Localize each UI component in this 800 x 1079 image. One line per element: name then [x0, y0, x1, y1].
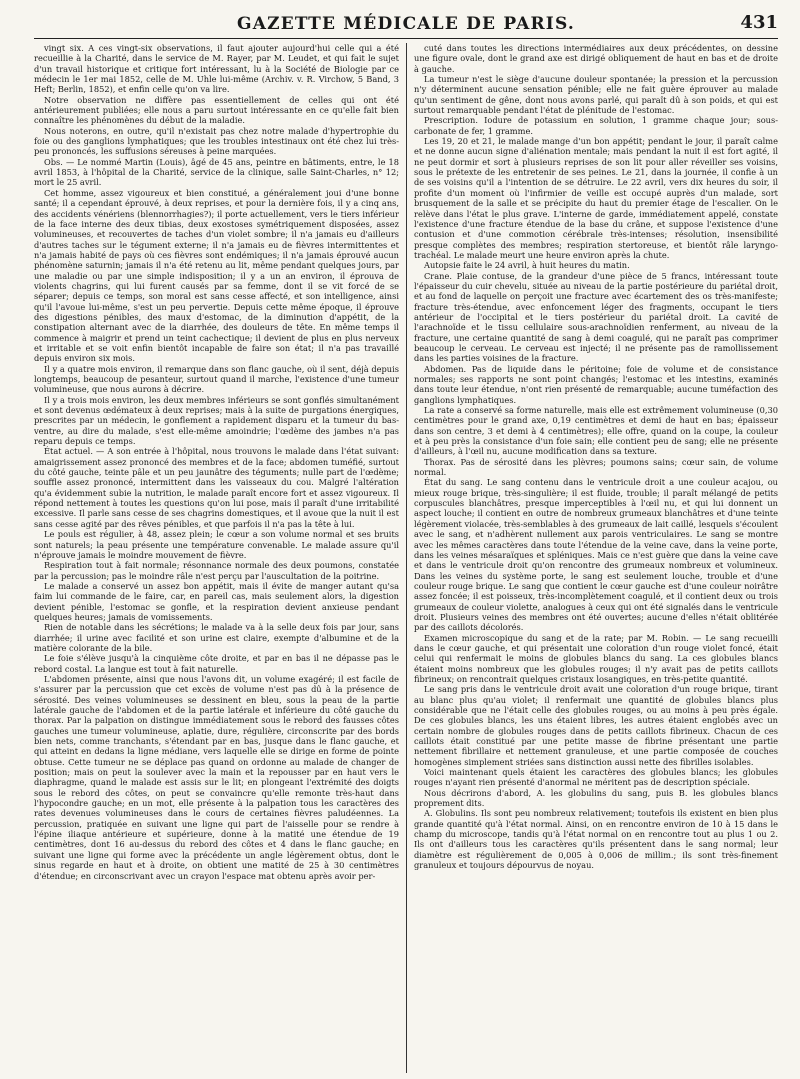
- para-thorax: Thorax. Pas de sérosité dans les plèvres; poumons sains; cœur sain, de volume normal.: [414, 456, 778, 478]
- para-les-19: Les 19, 20 et 21, le malade mange d'un bon appétit; pendant le jour, il paraît calme et ne donne aucun signe d'aliénation mentale; mais pendant la nuit il est fort agité, il ne peut dormir et sort à plusieurs reprises de son lit pour aller réveiller ses voisins, sous le prétexte de les entretenir de ses peines. Le 21, dans la journée, il confie à un de ses voisins qu'il a l'intention de se détruire. Le 22 avril, vers dix heures du soir, il profite d'un moment où l'infirmier de veille est occupé auprès d'un malade, sort brusquement de la salle et se précipite du haut du premier étage de l'escalier. On le relève dans l'état le plus grave. L'interne de garde, immédiatement appelé, constate l'existence d'une fracture étendue de la base du crâne, et suppose l'existence d'une contusion et d'une commotion cérébrale très-intenses; résolution, insensibilité presque complètes des membres; respiration stertoreuse, et bientôt râle laryngo-trachéal. Le malade meurt une heure environ après la chute.: [414, 136, 778, 260]
- para-sang-pris: Le sang pris dans le ventricule droit avait une coloration d'un rouge brique, tirant au blanc plus qu'au violet; il renfermait une quantité de globules blancs plus considérable que ne l'était celle des globules rouges, ou au moins à peu près égale. De ces globules blancs, les uns étaient libres, les autres étaient englobés avec un certain nombre de globules rouges dans de petits caillots fibrineux. Chacun de ces caillots était constitué par une petite masse de fibrine présentant une partie nettement fibrillaire et nettement granuleuse, et une partie composée de couches homogènes simplement striées sans distinction aussi nette des fibrilles isolables.: [414, 684, 778, 767]
- page-header: [34, 8, 778, 39]
- para-pouls: Le pouls est régulier, à 48, assez plein; le cœur a son volume normal et ses bruits sont naturels; la peau présente une température convenable. Le malade assure qu'il n'éprouve jamais le moindre mouvement de fièvre.: [34, 529, 399, 560]
- para-examen: Examen microscopique du sang et de la rate; par M. Robin. — Le sang recueilli dans le cœur gauche, et qui présentait une coloration d'un rouge violet foncé, était celui qui renfermait le moins de globules blancs du sang. La ces globules blancs étaient moins nombreux que les globules rouges; il n'y avait pas de petits caillots fibrineux; on rencontrait quelques cristaux losangiques, en très-petite quantité.: [414, 632, 778, 684]
- para-noterons: Nous noterons, en outre, qu'il n'existait pas chez notre malade d'hypertrophie du foie ou des ganglions lymphatiques; que les troubles intestinaux ont été chez lui très-peu prononcés, les suffusions séreuses à peine marquées.: [34, 125, 399, 157]
- para-tumeur: La tumeur n'est le siège d'aucune douleur spontanée; la pression et la percussion n'y déterminent aucune sensation pénible; elle ne fait guère éprouver au malade qu'un sentiment de gêne, dont nous avons parlé, qui paraît dû à son poids, et qui est surtout remarquable pendant l'état de plénitude de l'estomac.: [414, 74, 778, 116]
- para-abdomen: L'abdomen présente, ainsi que nous l'avons dit, un volume exagéré; il est facile de s'assurer par la percussion que cet excès de volume n'est pas dû à la présence de sérosité. Des veines volumineuses se dessinent en bleu, sous la peau de la partie latérale gauche de l'abdomen et de la partie latérale et inférieure du côté gauche du thorax. Par la palpation on distingue immédiatement sous le rebord des fausses côtes gauches une tumeur volumineuse, aplatie, dure, régulière, circonscrite par des bords bien nets, comme tranchants, s'étendant par en bas, jusque dans le flanc gauche, et qui atteint en dedans la ligne médiane, vers laquelle elle se dirige en forme de pointe obtuse. Cette tumeur ne se déplace pas quand on ordonne au malade de changer de position; mais on peut la soulever avec la main et la repousser par en haut vers le diaphragme, quand le malade est assis sur le lit; en plongeant l'extrémité des doigts sous le rebord des côtes, on peut se convaincre qu'elle remonte très-haut dans l'hypocondre gauche; en un mot, elle présente à la palpation tous les caractères des rates devenues volumineuses dans le cours de certaines fièvres paludéennes. La percussion, pratiquée en suivant une ligne qui part de l'aisselle pour se rendre à l'épine iliaque antérieure et supérieure, donne à la matité une étendue de 19 centimètres, dont 16 au-dessus du rebord des côtes et 4 dans le flanc gauche; en suivant une ligne qui forme avec la précédente un angle légèrement obtus, dont le sinus regarde en haut et à droite, on obtient une matité de 25 à 30 centimètres d'étendue; en circonscrivant avec un crayon l'espace mat obtenu après avoir per-: [34, 673, 399, 881]
- para-trois-mois: Il y a trois mois environ, les deux membres inférieurs se sont gonflés simultanément et sont devenus œdémateux à deux reprises; mais à la suite de purgations énergiques, prescrites par un médecin, le gonflement a rapidement disparu et la tumeur du bas-ventre, au dire du malade, s'est elle-même amoindrie; l'œdème des jambes n'a pas reparu depuis ce temps.: [34, 394, 399, 447]
- para-globulins: A. Globulins. Ils sont peu nombreux relativement; toutefois ils existent en bien plus grande quantité qu'à l'état normal. Ainsi, on en rencontre environ de 10 à 15 dans le champ du microscope, tandis qu'à l'état normal on en rencontre tout au plus 1 ou 2. Ils ont d'ailleurs tous les caractères qu'ils présentent dans le sang normal; leur diamètre est régulièrement de 0,005 à 0,006 de millim.; ils sont très-finement granuleux et toujours dépourvus de noyau.: [414, 808, 778, 871]
- right-column: [406, 43, 778, 1073]
- para-rate: La rate a conservé sa forme naturelle, mais elle est extrêmement volumineuse (0,30 centimètres pour le grand axe, 0,19 centimètres et demi de haut en bas; épaisseur dans son centre, 3 et demi à 4 centimètres); elle offre, quand on la coupe, la couleur et à peu près la consistance d'un foie sain; elle contient peu de sang; elle ne présente d'ailleurs, à l'œil nu, aucune modification dans sa texture.: [414, 405, 778, 457]
- para-etat-du-sang: État du sang. Le sang contenu dans le ventricule droit a une couleur acajou, ou mieux rouge brique, très-singulière; il est fluide, trouble; il paraît mélangé de petits corpuscules blanchâtres, presque imperceptibles à l'œil nu, et qui lui donnent un aspect louche; il contient en outre de nombreux grumeaux blanchâtres et d'une teinte légèrement violacée, très-semblables à des grumeaux de lait caillé, lesquels s'écoulent avec le sang, et n'adhèrent nullement aux parois ventriculaires. Le sang se montre avec les mêmes caractères dans toute l'étendue de la veine cave, dans la veine porte, dans les veines mésaraïques et spléniques. Mais ce n'est guère que dans la veine cave et dans le ventricule droit qu'on rencontre des grumeaux nombreux et volumineux. Dans les veines du système porte, le sang est seulement louche, trouble et d'une couleur rouge brique. Le sang que contient le cœur gauche est d'une couleur noirâtre assez foncée; il est poisseux, très-incomplètement coagulé, et il contient deux ou trois grumeaux de couleur violette, analogues à ceux qui ont été signalés dans le ventricule droit. Plusieurs veines des membres ont été ouvertes; aucune d'elles n'était oblitérée par des caillots décolorés.: [414, 477, 778, 633]
- para-respiration: Respiration tout à fait normale; résonnance normale des deux poumons, constatée par la percussion; pas le moindre râle n'est perçu par l'auscultation de la poitrine.: [34, 560, 399, 581]
- para-cet-homme: Cet homme, assez vigoureux et bien constitué, a généralement joui d'une bonne santé; il a cependant éprouvé, à deux reprises, et pour la dernière fois, il y a cinq ans, des accidents vénériens (blennorrhagies?); il porte actuellement, vers le tiers inférieur de la face interne des deux tibias, deux exostoses symétriquement disposées, assez volumineuses, et recouvertes de taches d'un violet sombre; il n'a jamais eu d'ailleurs d'autres taches sur le tégument externe; il n'a jamais eu de fièvres intermittentes et n'a jamais habité de pays où ces fièvres sont endémiques; il n'a jamais éprouvé aucun phénomène saturnin; jamais il n'a été retenu au lit, même pendant quelques jours, par une maladie ou par une simple indisposition; il y a un an environ, il éprouva de violents chagrins, qui lui furent causés par sa femme, dont il se vit forcé de se séparer; depuis ce temps, son moral est sans cesse affecté, et son intelligence, ainsi qu'il l'avoue lui-même, s'est un peu pervertie. Depuis cette même époque, il éprouve des digestions pénibles, des maux d'estomac, de la diminution d'appétit, de la constipation alternant avec de la diarrhée, des douleurs de tête. En même temps il commence à maigrir et prend un teint cachectique; il devient de plus en plus nerveux et irritable et se voit enfin bientôt incapable de faire son état; il n'a pas travaillé depuis environ six mois.: [34, 187, 399, 364]
- para-appetit: Le malade a conservé un assez bon appétit, mais il évite de manger autant qu'sa faim lui commande de le faire, car, en pareil cas, mais seulement alors, la digestion devient pénible, l'estomac se gonfle, et la respiration devient anxieuse pendant quelques heures; jamais de vomissements.: [34, 580, 399, 622]
- para-secretions: Rien de notable dans les sécrétions; le malade va à la selle deux fois par jour, sans diarrhée; il urine avec facilité et son urine est claire, exempte d'albumine et de la matière colorante de la bile.: [34, 622, 399, 653]
- para-crane: Crane. Plaie contuse, de la grandeur d'une pièce de 5 francs, intéressant toute l'épaisseur du cuir chevelu, située au niveau de la partie postérieure du pariétal droit, et au fond de laquelle on perçoit une fracture avec écartement des os très-manifeste; fracture très-étendue, avec enfoncement léger des fragments, occupant le tiers antérieur de l'occipital et le tiers postérieur du pariétal droit. La cavité de l'arachnoïde et le tissu cellulaire sous-arachnoïdien renferment, au niveau de la fracture, une certaine quantité de sang à demi coagulé, qui ne paraît pas comprimer beaucoup le cerveau. Le cerveau est injecté; il ne présente pas de ramollissement dans les parties voisines de la fracture.: [414, 270, 778, 364]
- text-columns: [34, 43, 778, 1073]
- left-column: [34, 43, 406, 1073]
- para-voici: Voici maintenant quels étaient les caractères des globules blancs; les globules rouges n'ayant rien présenté d'anormal ne méritent pas de description spéciale.: [414, 767, 778, 788]
- para-intro: vingt six. A ces vingt-six observations, il faut ajouter aujourd'hui celle qui a été recueillie à la Charité, dans le service de M. Rayer, par M. Leudet, et qui fait le sujet d'un travail historique et critique fort intéressant, lu à la Société de Biologie par ce médecin le 1er mai 1852, celle de M. Uhle lui-même (Archiv. v. R. Virchow, 5 Band, 3 Heft; Berlin, 1852), et enfin celle qu'on va lire.: [34, 43, 399, 95]
- para-obs: Obs. — Le nommé Martin (Louis), âgé de 45 ans, peintre en bâtiments, entre, le 18 avril 1853, à l'hôpital de la Charité, service de la clinique, salle Saint-Charles, n° 12; mort le 25 avril.: [34, 156, 399, 188]
- journal-title: GAZETTE MÉDICALE DE PARIS.: [237, 14, 575, 34]
- para-cute: cuté dans toutes les directions intermédiaires aux deux précédentes, on dessine une figure ovale, dont le grand axe est dirigé obliquement de haut en bas et de droite à gauche.: [414, 43, 778, 74]
- para-notre-observation: Notre observation ne diffère pas essentiellement de celles qui ont été antérieurement publiées; elle nous a paru surtout intéressante en ce qu'elle fait bien connaître les phénomènes du début de la maladie.: [34, 94, 399, 126]
- para-abdomen-autopsie: Abdomen. Pas de liquide dans le péritoine; foie de volume et de consistance normales; ses rapports ne sont point changés; l'estomac et les intestins, examinés dans toute leur étendue, n'ont rien présenté de remarquable; aucune tuméfaction des ganglions lymphatiques.: [414, 363, 778, 405]
- para-etat-actuel: État actuel. — A son entrée à l'hôpital, nous trouvons le malade dans l'état suivant: amaigrissement assez prononcé des membres et de la face; abdomen tuméfié, surtout du côté gauche, teinte pâle et un peu jaunâtre des téguments; nulle part de l'œdème; souffle assez prononcé, intermittent dans les vaisseaux du cou. Malgré l'altération qu'a évidemment subie la nutrition, le malade paraît encore fort et assez vigoureux. Il répond nettement à toutes les questions qu'on lui pose, mais il paraît d'une irritabilité excessive. Il parle sans cesse de ses chagrins domestiques, et il avoue que la nuit il est sans cesse agité par des rêves pénibles, et que parfois il n'a pas la tête à lui.: [34, 446, 399, 529]
- para-autopsie: Autopsie faite le 24 avril, à huit heures du matin.: [424, 260, 630, 271]
- para-decrirons: Nous décrirons d'abord, A. les globulins du sang, puis B. les globules blancs proprement dits.: [414, 787, 778, 809]
- para-foie: Le foie s'élève jusqu'à la cinquième côte droite, et par en bas il ne dépasse pas le rebord costal. La langue est tout à fait naturelle.: [34, 653, 399, 674]
- page-number: 431: [740, 12, 778, 33]
- para-prescription: Prescription. Iodure de potassium en solution, 1 gramme chaque jour; sous-carbonate de fer, 1 gramme.: [414, 115, 778, 136]
- para-quatre-mois: Il y a quatre mois environ, il remarque dans son flanc gauche, où il sent, déjà depuis longtemps, beaucoup de pesanteur, surtout quand il marche, l'existence d'une tumeur volumineuse, que nous aurons à décrire.: [34, 363, 399, 395]
